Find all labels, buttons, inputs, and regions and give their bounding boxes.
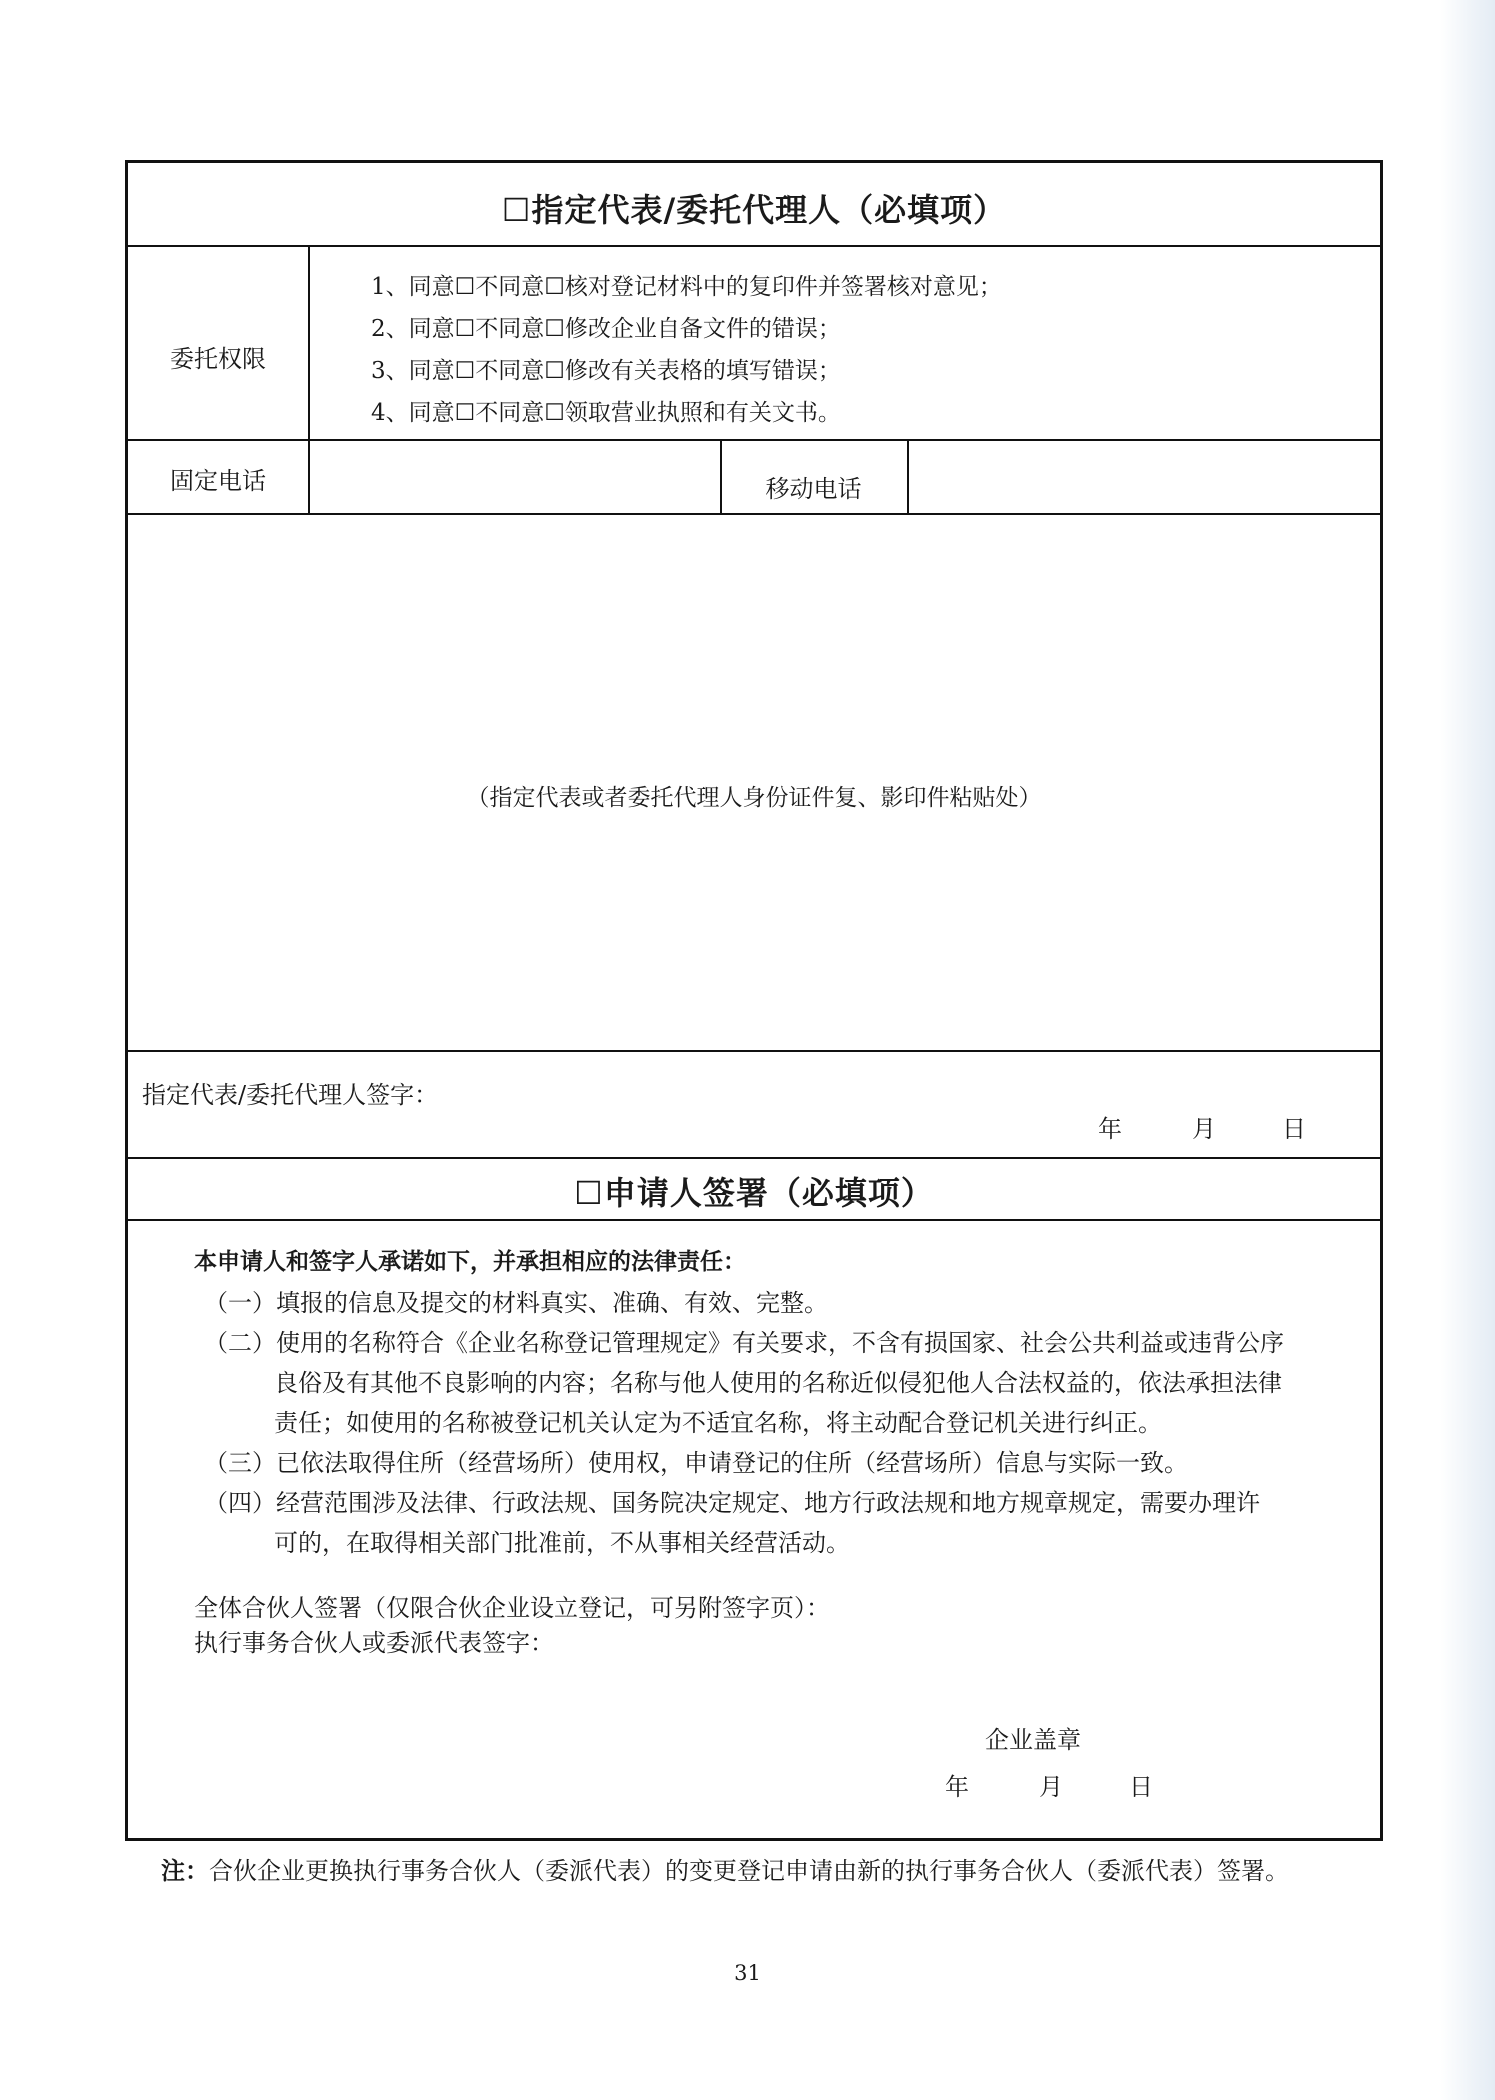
section-title-representative: ☐指定代表/委托代理人（必填项） xyxy=(501,191,1007,229)
date-month: 月 xyxy=(1039,1773,1063,1801)
divider xyxy=(128,513,1380,515)
pledge-line-6: （四）经营范围涉及法律、行政法规、国务院决定规定、地方行政法规和地方规章规定，需要办理许 xyxy=(204,1489,1260,1517)
divider xyxy=(128,1219,1380,1221)
authority-item-1: 1、同意☐不同意☐核对登记材料中的复印件并签署核对意见； xyxy=(371,274,1002,300)
pledge-line-1: （一）填报的信息及提交的材料真实、准确、有效、完整。 xyxy=(204,1289,828,1317)
pledge-line-2: （二）使用的名称符合《企业名称登记管理规定》有关要求，不含有损国家、社会公共利益或违背公序 xyxy=(204,1329,1284,1357)
representative-signature-label: 指定代表/委托代理人签字： xyxy=(142,1081,439,1109)
scan-edge-shadow xyxy=(1440,0,1495,2100)
landline-field[interactable] xyxy=(312,455,716,495)
footnote-text: 合伙企业更换执行事务合伙人（委派代表）的变更登记申请由新的执行事务合伙人（委派代表）签署。 xyxy=(209,1857,1289,1885)
date-year: 年 xyxy=(1098,1115,1122,1143)
authority-item-4: 4、同意☐不同意☐领取营业执照和有关文书。 xyxy=(371,400,841,426)
section-title-applicant: ☐申请人签署（必填项） xyxy=(574,1174,934,1212)
footnote-prefix: 注： xyxy=(161,1857,209,1885)
authority-item-3: 3、同意☐不同意☐修改有关表格的填写错误； xyxy=(371,358,841,384)
date-month: 月 xyxy=(1192,1115,1216,1143)
id-paste-area: （指定代表或者委托代理人身份证件复、影印件粘贴处） xyxy=(466,785,1042,811)
divider xyxy=(128,439,1380,441)
divider xyxy=(128,1050,1380,1052)
date-year: 年 xyxy=(945,1773,969,1801)
company-seal-label: 企业盖章 xyxy=(985,1726,1081,1754)
page-number: 31 xyxy=(734,1961,761,1985)
mobile-label: 移动电话 xyxy=(765,475,862,503)
divider xyxy=(308,245,310,439)
date-day: 日 xyxy=(1129,1773,1153,1801)
divider xyxy=(308,439,310,513)
divider xyxy=(128,1157,1380,1159)
landline-label: 固定电话 xyxy=(170,467,266,495)
pledge-heading: 本申请人和签字人承诺如下，并承担相应的法律责任： xyxy=(194,1249,746,1275)
footnote xyxy=(108,1850,1368,1892)
pledge-line-3: 良俗及有其他不良影响的内容；名称与他人使用的名称近似侵犯他人合法权益的，依法承担法律 xyxy=(274,1369,1282,1397)
authority-item-2: 2、同意☐不同意☐修改企业自备文件的错误； xyxy=(371,316,841,342)
pledge-line-5: （三）已依法取得住所（经营场所）使用权，申请登记的住所（经营场所）信息与实际一致。 xyxy=(204,1449,1188,1477)
pledge-line-4: 责任；如使用的名称被登记机关认定为不适宜名称，将主动配合登记机关进行纠正。 xyxy=(274,1409,1162,1437)
divider xyxy=(128,245,1380,247)
divider xyxy=(907,439,909,513)
partners-signature-label: 全体合伙人签署（仅限合伙企业设立登记，可另附签字页）： xyxy=(194,1594,830,1622)
mobile-field[interactable] xyxy=(911,455,1381,495)
form-table xyxy=(125,160,1383,1841)
authority-label: 委托权限 xyxy=(170,345,266,373)
executive-signature-label: 执行事务合伙人或委派代表签字： xyxy=(194,1629,554,1657)
pledge-line-7: 可的，在取得相关部门批准前，不从事相关经营活动。 xyxy=(274,1529,850,1557)
date-day: 日 xyxy=(1282,1115,1306,1143)
